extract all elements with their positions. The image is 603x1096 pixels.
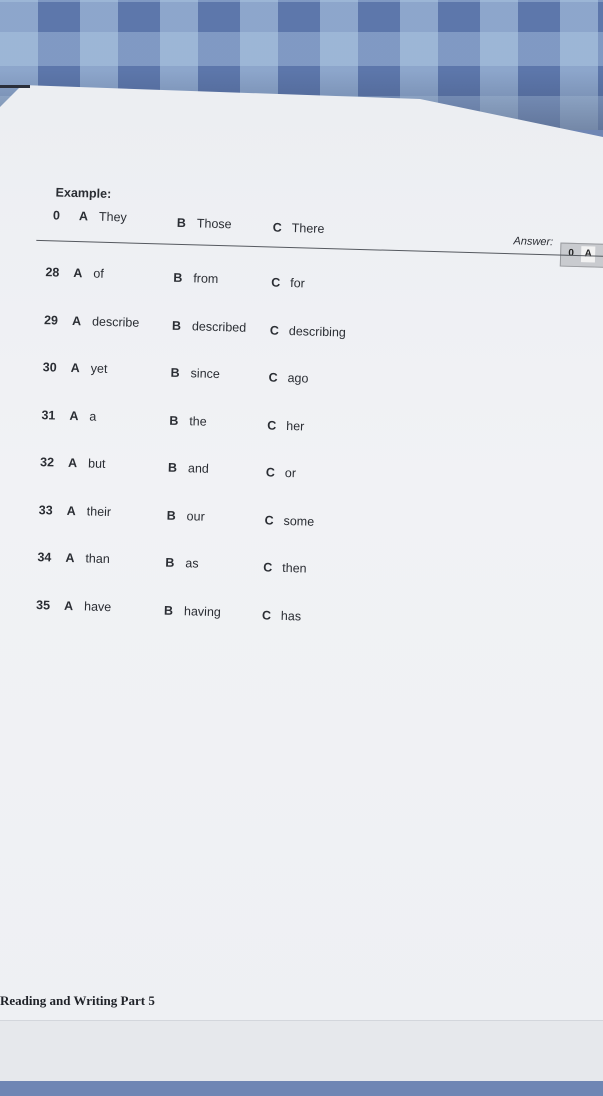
example-option-a-letter: A xyxy=(78,209,89,224)
option-a-letter: A xyxy=(70,360,80,376)
option-a-letter: A xyxy=(71,313,82,328)
question-number: 34 xyxy=(37,550,52,565)
option-a-letter: A xyxy=(69,408,79,423)
example-option-a-text: They xyxy=(98,209,127,225)
option-a-letter: A xyxy=(66,503,77,518)
question-number: 29 xyxy=(43,312,59,328)
option-b-letter: B xyxy=(170,365,180,380)
option-a-text: but xyxy=(87,456,106,471)
option-b-text: described xyxy=(191,318,247,335)
option-a-text: describe xyxy=(91,314,140,330)
option-c-text: some xyxy=(283,513,315,529)
option-b-letter: B xyxy=(166,508,176,523)
option-a-text: have xyxy=(83,598,112,614)
option-c-text: ago xyxy=(287,370,309,386)
option-a-text: a xyxy=(89,408,97,424)
option-b-text: having xyxy=(183,603,222,619)
option-c-letter: C xyxy=(271,275,281,290)
answer-letter: A xyxy=(581,246,595,262)
question-number: 30 xyxy=(42,360,57,375)
option-b-letter: B xyxy=(167,460,178,475)
option-a-text: of xyxy=(93,266,105,281)
option-a-letter: A xyxy=(63,598,74,613)
option-b-letter: B xyxy=(173,270,183,286)
option-c-text: or xyxy=(284,465,297,481)
option-b-letter: B xyxy=(163,603,174,618)
question-number: 33 xyxy=(38,502,53,517)
example-label: Example: xyxy=(55,185,112,201)
option-b-letter: B xyxy=(165,555,175,570)
example-option-c-text: There xyxy=(291,221,325,236)
option-c-letter: C xyxy=(263,560,273,575)
example-option-c-letter: C xyxy=(272,220,282,235)
option-b-text: from xyxy=(193,271,219,287)
question-number: 32 xyxy=(39,455,55,470)
option-b-text: since xyxy=(190,366,221,382)
question-number: 31 xyxy=(41,407,56,423)
example-option-b-letter: B xyxy=(176,215,187,231)
example-option-b-text: Those xyxy=(196,216,232,232)
question-number: 28 xyxy=(45,265,60,280)
option-b-text: the xyxy=(189,413,207,429)
example-number: 0 xyxy=(52,208,61,223)
option-a-text: their xyxy=(86,503,112,519)
option-a-letter: A xyxy=(67,455,78,471)
option-b-text: and xyxy=(187,461,210,476)
option-c-letter: C xyxy=(267,417,277,433)
option-c-letter: C xyxy=(261,607,272,623)
option-a-text: than xyxy=(85,551,110,567)
option-c-text: has xyxy=(280,608,302,623)
option-c-letter: C xyxy=(264,512,274,528)
option-c-text: then xyxy=(282,560,307,576)
option-a-text: yet xyxy=(90,361,108,376)
option-c-letter: C xyxy=(268,370,278,385)
option-b-text: as xyxy=(185,556,199,571)
option-a-letter: A xyxy=(65,550,75,566)
option-c-letter: C xyxy=(269,322,280,338)
option-c-text: describing xyxy=(288,323,347,340)
option-b-letter: B xyxy=(169,413,179,428)
question-number: 35 xyxy=(35,597,51,612)
section-footer: Reading and Writing Part 5 xyxy=(0,993,155,1008)
option-c-text: for xyxy=(290,276,306,291)
answer-label: Answer: xyxy=(513,235,554,249)
option-b-text: our xyxy=(186,508,205,524)
option-a-letter: A xyxy=(73,265,83,281)
option-c-letter: C xyxy=(265,465,276,480)
option-c-text: her xyxy=(286,418,305,433)
answer-number: 0 xyxy=(568,247,575,259)
option-b-letter: B xyxy=(171,318,182,333)
